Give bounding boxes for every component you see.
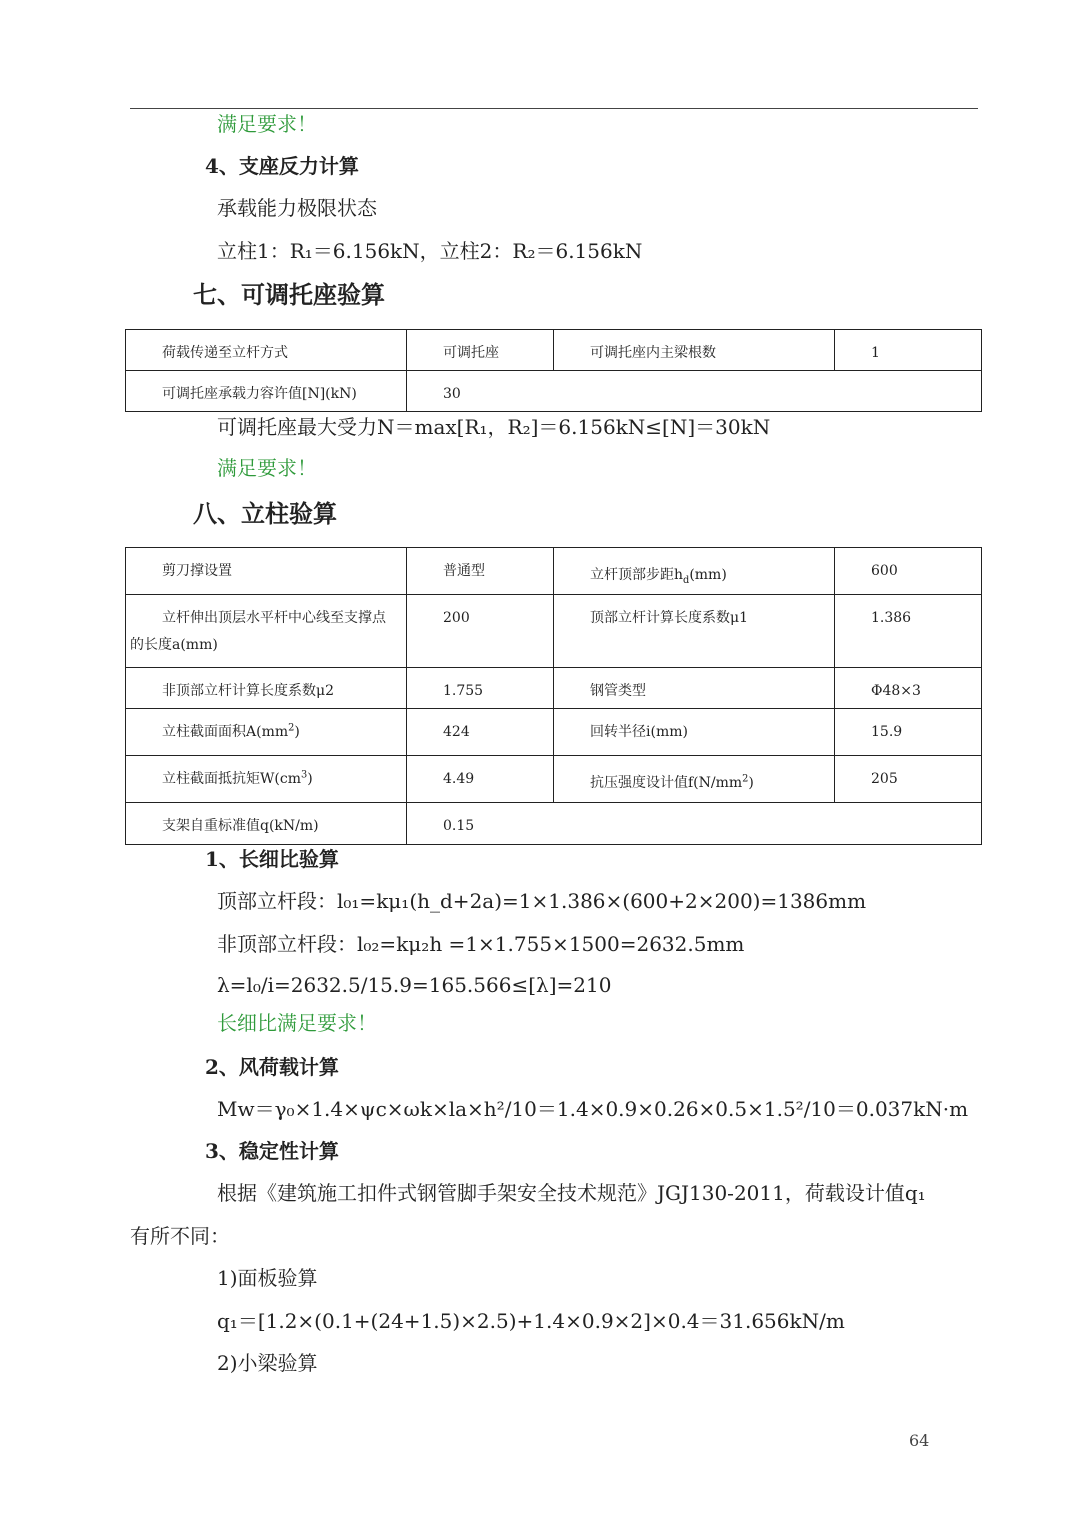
- cell-text: 0.15: [443, 818, 475, 834]
- paragraph-text: 有所不同：: [130, 1224, 230, 1248]
- cell-text: 立杆伸出顶层水平杆中心线至支撑点的长度a(mm): [130, 610, 386, 653]
- table-cell: [554, 709, 835, 756]
- table-cell: [835, 330, 982, 371]
- cell-text: 钢管类型: [590, 683, 646, 699]
- table-cell: [835, 709, 982, 756]
- ok-text: 长细比满足要求！: [217, 1011, 377, 1035]
- cell-text: ): [307, 771, 313, 787]
- section-heading-8: 八、立柱验算: [193, 499, 337, 528]
- paragraph-text: 根据《建筑施工扣件式钢管脚手架安全技术规范》JGJ130-2011，荷载设计值q₁: [217, 1181, 926, 1205]
- cell-text: 600: [871, 563, 898, 579]
- reactions-text: 立柱1：R₁＝6.156kN，立柱2：R₂＝6.156kN: [217, 239, 643, 263]
- table-cell: [554, 595, 835, 668]
- table-cell: [407, 668, 554, 709]
- cell-text: 424: [443, 724, 470, 740]
- table-cell: [407, 371, 982, 412]
- table-cell: [126, 371, 407, 412]
- table-cell: [126, 548, 407, 595]
- cell-text: 2: [288, 722, 295, 734]
- header-rule: [130, 108, 978, 109]
- max-force-text: 可调托座最大受力N＝max[R₁，R₂]＝6.156kN≤[N]＝30kN: [217, 415, 771, 439]
- cell-text: [554, 548, 834, 589]
- table-cell: [126, 595, 407, 668]
- table-cell: [126, 709, 407, 756]
- cell-text: 3: [300, 769, 308, 781]
- table-cell: [554, 756, 835, 803]
- cell-text: [126, 709, 406, 746]
- table-cell: [554, 330, 835, 371]
- cell-text: ): [294, 724, 300, 740]
- cell-text: Φ48×3: [871, 683, 921, 699]
- cell-text: 205: [871, 771, 898, 787]
- cell-text: 可调托座承载力容许值[N](kN): [162, 386, 357, 402]
- table-cell: [407, 803, 982, 845]
- cell-text: 15.9: [871, 724, 903, 740]
- cell-text: 1.755: [443, 683, 484, 699]
- table-cell: [835, 548, 982, 595]
- subsection-heading: 3、稳定性计算: [205, 1139, 339, 1163]
- table-cell: [126, 330, 407, 371]
- cell-text: 抗压强度设计值f(N/mm: [590, 775, 743, 791]
- cell-text: [554, 756, 834, 797]
- cell-text: 立杆顶部步距h: [590, 567, 684, 583]
- limit-state-text: 承载能力极限状态: [217, 196, 377, 220]
- subsection-heading: 2、风荷载计算: [205, 1055, 339, 1079]
- formula-l02: 非顶部立杆段：l₀₂=kμ₂h =1×1.755×1500=2632.5mm: [217, 932, 745, 956]
- cell-text: 普通型: [443, 563, 485, 579]
- section-heading-7: 七、可调托座验算: [193, 280, 385, 309]
- table-cell: [407, 756, 554, 803]
- formula-l01: 顶部立杆段：l₀₁=kμ₁(h_d+2a)=1×1.386×(600+2×200)=1386mm: [217, 889, 867, 913]
- table-cell: [835, 756, 982, 803]
- table-cell: [554, 548, 835, 595]
- table-cell: [835, 595, 982, 668]
- list-item: 2)小梁验算: [217, 1351, 318, 1375]
- cell-text: 可调托座: [443, 345, 499, 361]
- cell-text: 回转半径i(mm): [590, 724, 688, 740]
- table-cell: [126, 756, 407, 803]
- cell-text: 支架自重标准值q(kN/m): [162, 818, 319, 834]
- formula-lambda: λ=l₀/i=2632.5/15.9=165.566≤[λ]=210: [217, 973, 612, 997]
- column-parameters-table: [125, 547, 982, 845]
- list-item: 1)面板验算: [217, 1266, 318, 1290]
- page-number: 64: [909, 1431, 930, 1450]
- formula-q1: q₁＝[1.2×(0.1+(24+1.5)×2.5)+1.4×0.9×2]×0.4＝31.656kN/m: [217, 1309, 845, 1333]
- table-cell: [407, 330, 554, 371]
- cell-text: [126, 756, 406, 793]
- cell-text: 立柱截面面积A(mm: [162, 724, 289, 740]
- cell-text: 非顶部立杆计算长度系数μ2: [162, 683, 335, 699]
- cell-text: 1.386: [871, 610, 912, 626]
- table-cell: [835, 668, 982, 709]
- table-cell: [407, 709, 554, 756]
- table-cell: [407, 595, 554, 668]
- cell-text: 顶部立杆计算长度系数μ1: [590, 610, 749, 626]
- cell-text: (mm): [689, 567, 727, 583]
- cell-text: ): [748, 775, 754, 791]
- table-cell: [407, 548, 554, 595]
- support-parameters-table: [125, 329, 982, 412]
- formula-mw: Mw＝γ₀×1.4×ψc×ωk×la×h²/10＝1.4×0.9×0.26×0.5×1.5²/10＝0.037kN·m: [217, 1097, 969, 1121]
- table-cell: [554, 668, 835, 709]
- subsection-heading: 4、支座反力计算: [205, 154, 359, 178]
- table-cell: [126, 803, 407, 845]
- cell-text: 2: [742, 773, 749, 785]
- cell-text: 200: [443, 610, 470, 626]
- cell-text: d: [683, 574, 690, 586]
- cell-text: 可调托座内主梁根数: [590, 345, 716, 361]
- ok-text: 满足要求！: [217, 456, 317, 480]
- cell-text: 4.49: [443, 771, 475, 787]
- cell-text: 立柱截面抵抗矩W(cm: [162, 771, 301, 787]
- cell-text: 30: [443, 386, 461, 402]
- cell-text: 剪刀撑设置: [162, 563, 232, 579]
- table-cell: [126, 668, 407, 709]
- cell-text: 1: [871, 345, 880, 361]
- cell-text: 荷载传递至立杆方式: [162, 345, 288, 361]
- ok-text: 满足要求！: [217, 112, 317, 136]
- subsection-heading: 1、长细比验算: [205, 847, 339, 871]
